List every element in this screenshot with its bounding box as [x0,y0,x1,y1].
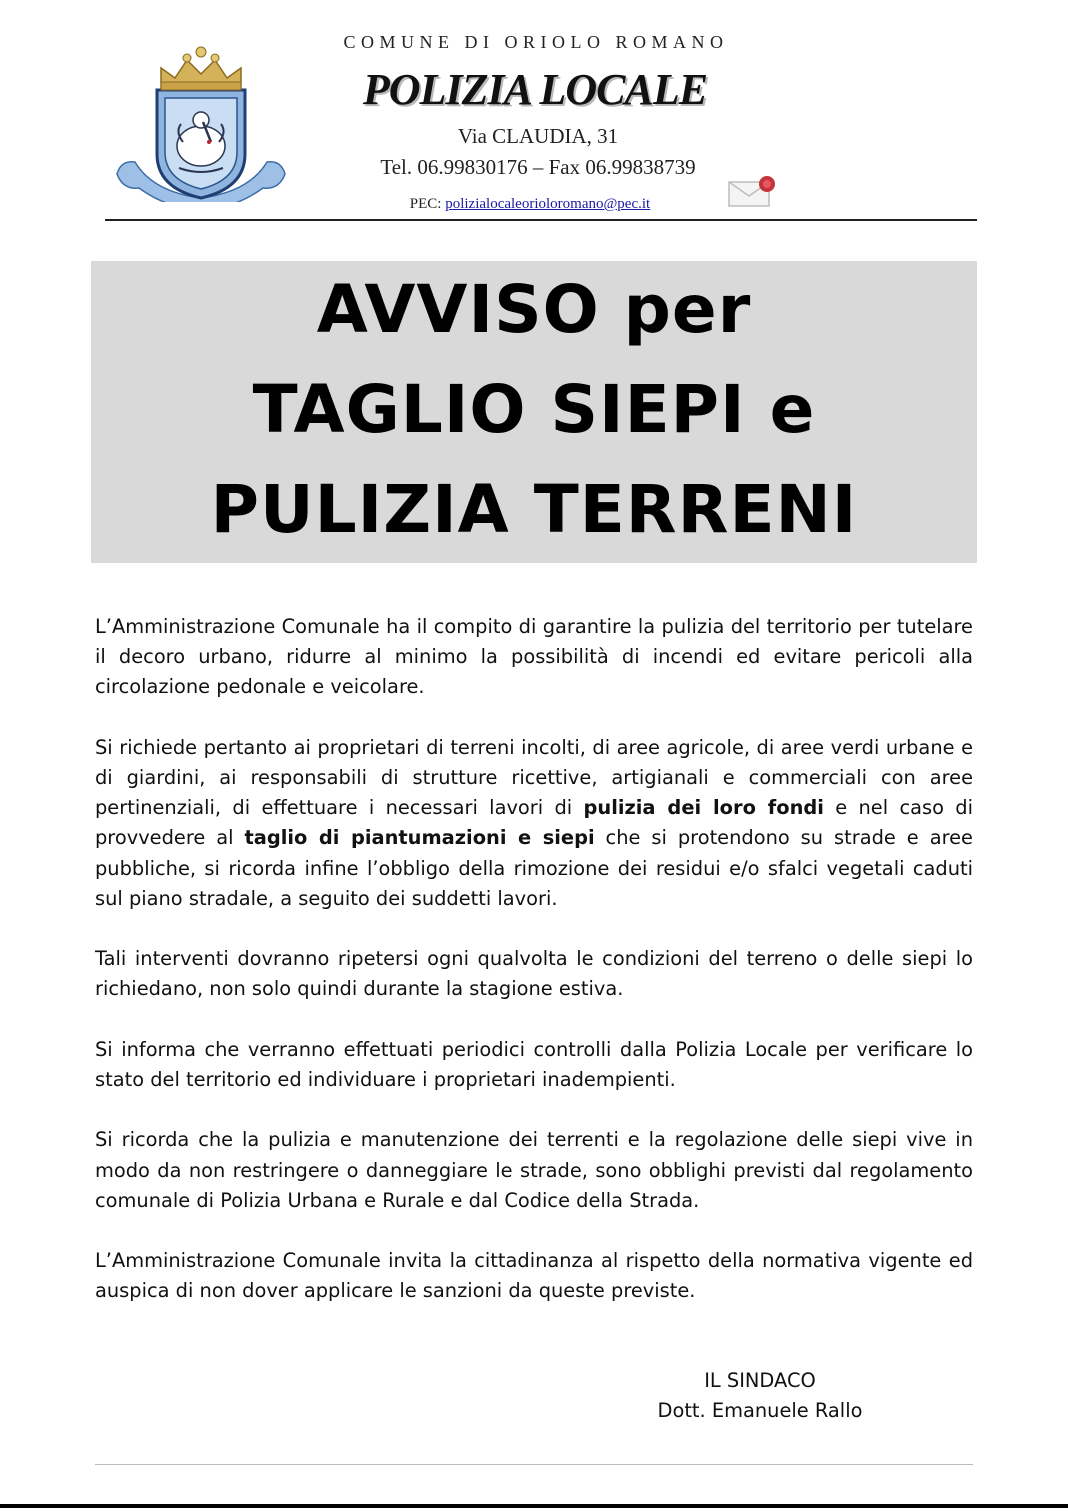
pec-email-link[interactable]: polizialocaleorioloromano@pec.it [445,196,651,212]
paragraph-4: Si informa che verranno effettuati periodici controlli dalla Polizia Locale per verificare lo stato del territorio ed individuare i proprietari inadempienti. [95,1037,973,1091]
envelope-icon [727,174,781,208]
signature-role: IL SINDACO [704,1369,816,1392]
signature-block [640,1366,880,1426]
letterhead [105,28,977,220]
paragraph-2-text-b: e nel caso di provvedere al [95,796,973,850]
paragraph-2-bold-b: taglio di piantumazioni e siepi [244,826,595,850]
signature-name: Dott. Emanuele Rallo [657,1399,863,1422]
pec-line [305,196,755,213]
crest-logo [113,42,289,202]
banner-line-2: TAGLIO SIEPI e [252,371,816,448]
paragraph-1: L’Amministrazione Comunale ha il compito di garantire la pulizia del territorio per tutelare il decoro urbano, ridurre al minimo la possibilità di incendi ed evitare pericoli alla circolazione pedonale e veicolare. [95,615,973,699]
paragraph-2 [95,733,973,914]
office-contacts: Tel. 06.99830176 – Fax 06.99838739 [380,155,696,179]
paragraph-2-text-c: che si protendono su strade e aree pubbliche, si ricorda infine l’obbligo della rimozione dei residui e/o sfalci vegetali caduti sul piano stradale, a seguito dei suddetti lavori. [95,826,973,910]
paragraph-6: L’Amministrazione Comunale invita la cittadinanza al rispetto della normativa vigente ed auspica di non dover applicare le sanzioni da queste previste. [95,1249,973,1303]
footer-divider [95,1464,973,1465]
notice-banner [91,261,977,563]
paragraph-2-bold-a: pulizia dei loro fondi [583,796,824,820]
pec-label: PEC: [409,196,442,212]
page-bottom-edge [0,1504,1068,1508]
office-address: Via CLAUDIA, 31 [457,124,619,148]
banner-line-3: PULIZIA TERRENI [210,471,858,548]
notice-body [95,612,973,1337]
paragraph-3: Tali interventi dovranno ripetersi ogni qualvolta le condizioni del terreno o delle siepi lo richiedano, non solo quindi durante la stagione estiva. [95,947,973,1001]
header-divider [105,219,977,221]
office-title: POLIZIA LOCALE [362,65,708,114]
comune-name: COMUNE DI ORIOLO ROMANO [343,32,729,52]
banner-line-1: AVVISO per [316,271,752,348]
paragraph-2-text-a: Si richiede pertanto ai proprietari di terreni incolti, di aree agricole, di aree verdi urbane e di giardini, ai responsabili di strutture ricettive, artigianali e commerciali con aree pertinenziali, di effettuare i necessari lavori di [95,735,973,820]
paragraph-5: Si ricorda che la pulizia e manutenzione dei terrenti e la regolazione delle siepi vive in modo da non restringere o danneggiare le strade, sono obblighi previsti dal regolamento comunale di Polizia Urbana e Rurale e dal Codice della Strada. [95,1128,973,1212]
